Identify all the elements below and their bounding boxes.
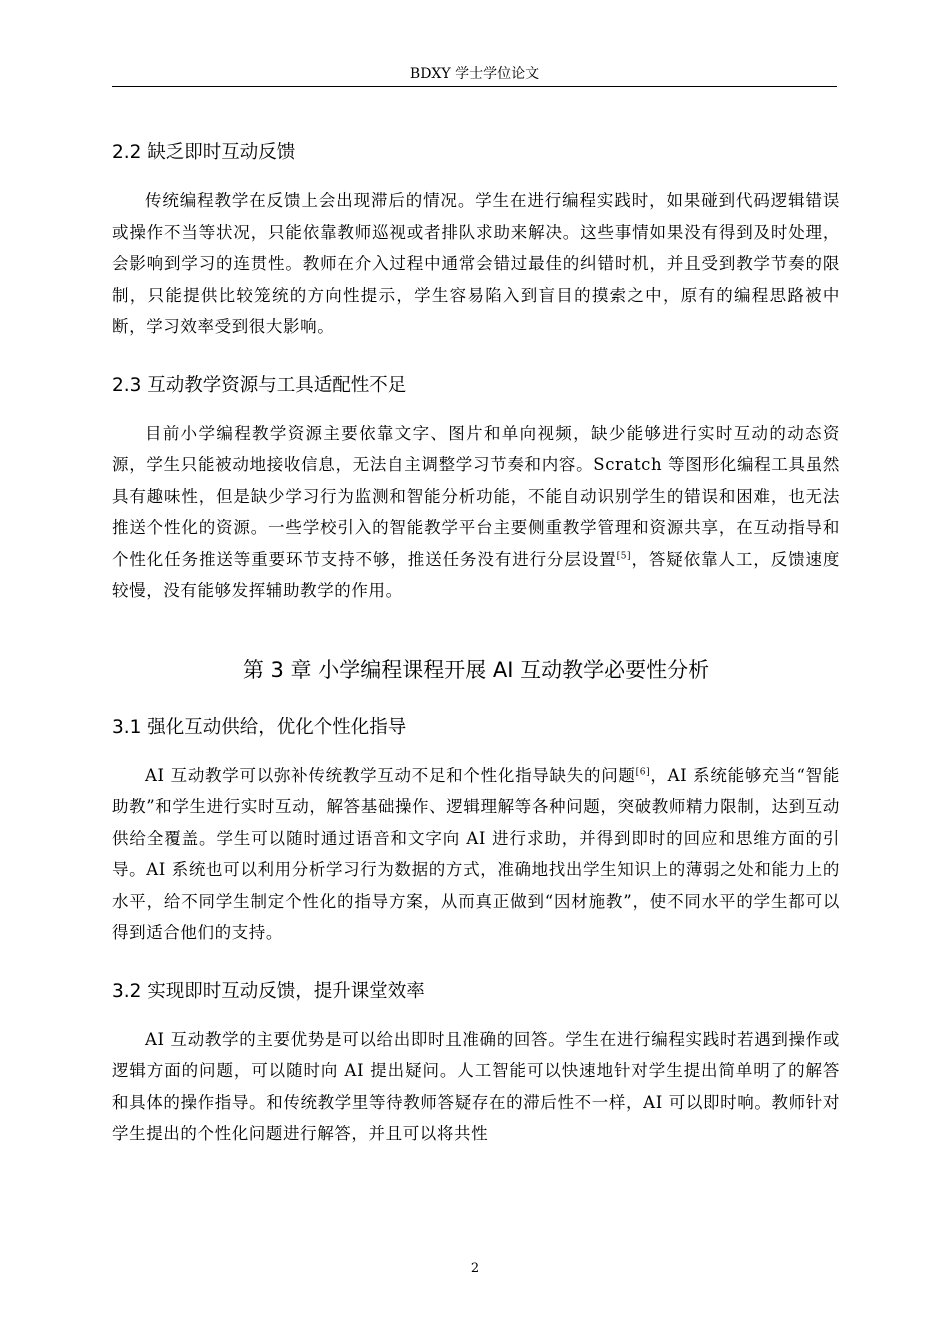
chapter-title: 第 3 章 小学编程课程开展 AI 互动教学必要性分析 — [242, 657, 710, 682]
running-header: BDXY 学士学位论文 — [409, 66, 540, 82]
body-text — [112, 138, 840, 1150]
paragraph-2-2: 传统编程教学在反馈上会出现滞后的情况。学生在进行编程实践时，如果碰到代码逻辑错误或操作不当等状况，只能依靠教师巡视或者排队求助来解决。这些事情如果没有得到及时处理，会影响到学习的连贯性。教师在介入过程中通常会错过最佳的纠错时机，并且受到教学节奏的限制，只能提供比较笼统的方向性提示，学生容易陷入到盲目的摸索之中，原有的编程思路被中断，学习效率受到很大影响。 — [112, 191, 840, 336]
section-heading-2-3: 2.3 互动教学资源与工具适配性不足 — [112, 374, 407, 396]
citation-6: [6] — [635, 767, 651, 777]
paragraph-3-2: AI 互动教学的主要优势是可以给出即时且准确的回答。学生在进行编程实践时若遇到操作或逻辑方面的问题，可以随时向 AI 提出疑问。人工智能可以快速地针对学生提出简单明了的解答和具体的操作指导。和传统教学里等待教师答疑存在的滞后性不一样，AI 可以即时响。教师针对学生提出的个性化问题进行解答，并且可以将共性 — [112, 1029, 840, 1143]
paragraph-2-3-text-a: 目前小学编程教学资源主要依靠文字、图片和单向视频，缺少能够进行实时互动的动态资源，学生只能被动地接收信息，无法自主调整学习节奏和内容。Scratch 等图形化编程工具虽然具有趣味性，但是缺少学习行为监测和智能分析功能，不能自动识别学生的错误和困难，也无法推送个性化的资源。一些学校引入的智能教学平台主要侧重教学管理和资源共享，在互动指导和个性化任务推送等重要环节支持不够，推送任务没有进行分层设置 — [112, 423, 840, 569]
paragraph-3-1-text-b: ，AI 系统能够充当“智能助教”和学生进行实时互动，解答基础操作、逻辑理解等各种问题，突破教师精力限制，达到互动供给全覆盖。学生可以随时通过语音和文字向 AI 进行求助，并得到即时的回应和思维方面的引导。AI 系统也可以利用分析学习行为数据的方式，准确地找出学生知识上的薄弱之处和能力上的水平，给不同学生制定个性化的指导方案，从而真正做到“因材施教”，使不同水平的学生都可以得到适合他们的支持。 — [112, 765, 840, 942]
paragraph-2-3-text-b: ，答疑依靠人工，反馈速度较慢，没有能够发挥辅助教学的作用。 — [112, 549, 840, 600]
paragraph-3-1-text-a: AI 互动教学可以弥补传统教学互动不足和个性化指导缺失的问题 — [145, 765, 636, 785]
paragraph-2-3 — [112, 418, 840, 607]
citation-5: [5] — [616, 551, 632, 561]
page-number: 2 — [470, 1261, 480, 1276]
section-heading-2-2: 2.2 缺乏即时互动反馈 — [112, 142, 296, 163]
section-heading-3-1: 3.1 强化互动供给，优化个性化指导 — [112, 716, 407, 738]
header-rule — [112, 86, 837, 87]
section-heading-3-2: 3.2 实现即时互动反馈，提升课堂效率 — [112, 980, 425, 1002]
paragraph-3-1 — [112, 760, 840, 949]
